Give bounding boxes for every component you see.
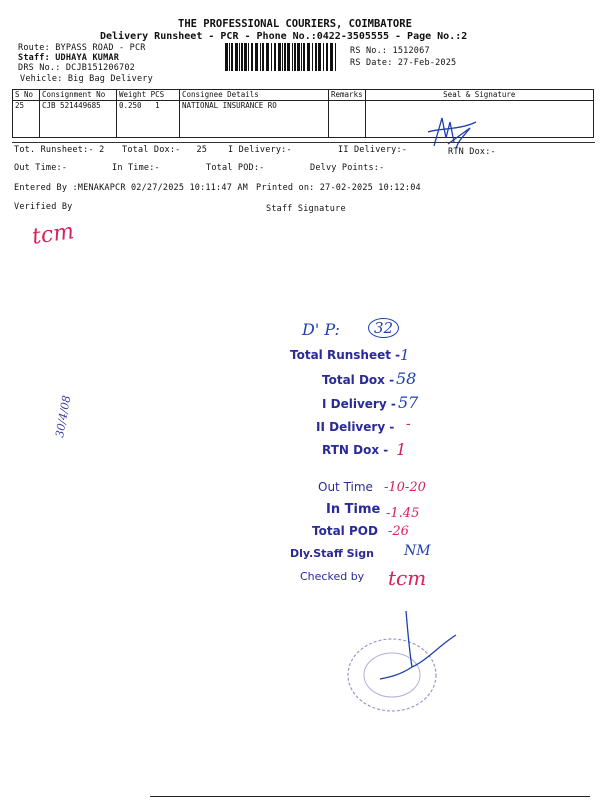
stamp-out-time-value: -10-20 xyxy=(384,480,426,495)
total-dox: Total Dox:- 25 xyxy=(122,145,208,155)
stamp-i-delivery-value: 57 xyxy=(398,393,419,412)
table-header-row xyxy=(13,90,594,101)
runsheet-subtitle: Delivery Runsheet - PCR - Phone No.:0422-3505555 - Page No.:2 xyxy=(100,31,468,42)
cell-consignee: NATIONAL INSURANCE RO xyxy=(180,101,329,138)
col-sno: S No xyxy=(13,90,40,101)
dp-label: D' P: xyxy=(302,320,340,339)
col-weight-pcs: Weight PCS xyxy=(117,90,180,101)
cell-sno: 25 xyxy=(13,101,40,138)
stamp-total-pod-value: -26 xyxy=(388,524,409,539)
route-label: Route: BYPASS ROAD - PCR xyxy=(18,43,146,53)
stamp-total-dox: Total Dox - xyxy=(322,373,395,387)
printed-on: Printed on: 27-02-2025 10:12:04 xyxy=(256,183,421,193)
rtn-dox: RTN Dox:- xyxy=(448,147,496,157)
tot-runsheet: Tot. Runsheet:- 2 xyxy=(14,145,105,155)
stamp-rtn-dox: RTN Dox - xyxy=(322,443,389,457)
stamp-checked-by-value: tcm xyxy=(388,566,427,590)
company-title: THE PROFESSIONAL COURIERS, COIMBATORE xyxy=(178,18,412,30)
i-delivery: I Delivery:- xyxy=(228,145,292,155)
bottom-edge-line xyxy=(150,796,590,797)
stamp-checked-by: Checked by xyxy=(300,570,365,583)
stamp-total-runsheet-value: 1 xyxy=(400,346,410,364)
cell-consignment: CJB 521449685 xyxy=(40,101,117,138)
table-row xyxy=(13,101,594,138)
staff-label: Staff: UDHAYA KUMAR xyxy=(18,53,120,63)
entered-by: Entered By :MENAKAPCR 02/27/2025 10:11:47 AM xyxy=(14,183,248,193)
out-time: Out Time:- xyxy=(14,163,68,173)
in-time: In Time:- xyxy=(112,163,160,173)
staff-signature: Staff Signature xyxy=(266,204,346,214)
verified-initials: tcm xyxy=(30,219,76,250)
vehicle-label: Vehicle: Big Bag Delivery xyxy=(20,74,153,84)
dp-value: 32 xyxy=(368,318,399,338)
divider-line xyxy=(12,142,595,143)
cell-weight-pcs: 0.250 1 xyxy=(117,101,180,138)
col-consignee: Consignee Details xyxy=(180,90,329,101)
stamp-total-dox-value: 58 xyxy=(396,369,417,388)
barcode-icon xyxy=(225,43,337,71)
stamp-total-pod: Total POD xyxy=(312,524,378,538)
stamp-in-time-value: -1.45 xyxy=(386,506,420,521)
stamp-ii-delivery-value: - xyxy=(406,416,411,432)
stamp-in-time: In Time xyxy=(326,502,381,517)
stamp-dly-staff-sign-value: NM xyxy=(404,543,431,559)
col-seal-signature: Seal & Signature xyxy=(365,90,593,101)
cell-remarks xyxy=(329,101,366,138)
stamp-total-runsheet: Total Runsheet - xyxy=(290,348,401,362)
total-pod: Total POD:- xyxy=(206,163,265,173)
stamp-dly-staff-sign: Dly.Staff Sign xyxy=(290,547,374,560)
stamp-out-time: Out Time xyxy=(318,480,373,494)
col-remarks: Remarks xyxy=(329,90,366,101)
stamp-rtn-dox-value: 1 xyxy=(396,440,407,459)
stamp-i-delivery: I Delivery - xyxy=(322,397,396,411)
rs-no-label: RS No.: 1512067 xyxy=(350,46,430,56)
rs-date-label: RS Date: 27-Feb-2025 xyxy=(350,58,457,68)
side-note-handwriting: 30/4/08 xyxy=(53,394,74,439)
verified-by: Verified By xyxy=(14,202,73,212)
round-seal-icon xyxy=(330,605,460,720)
stamp-ii-delivery: II Delivery - xyxy=(316,420,395,434)
drs-no-label: DRS No.: DCJB151206702 xyxy=(18,63,135,73)
consignment-table xyxy=(12,89,594,138)
delvy-points: Delvy Points:- xyxy=(310,163,385,173)
col-consignment: Consignment No xyxy=(40,90,117,101)
ii-delivery: II Delivery:- xyxy=(338,145,408,155)
